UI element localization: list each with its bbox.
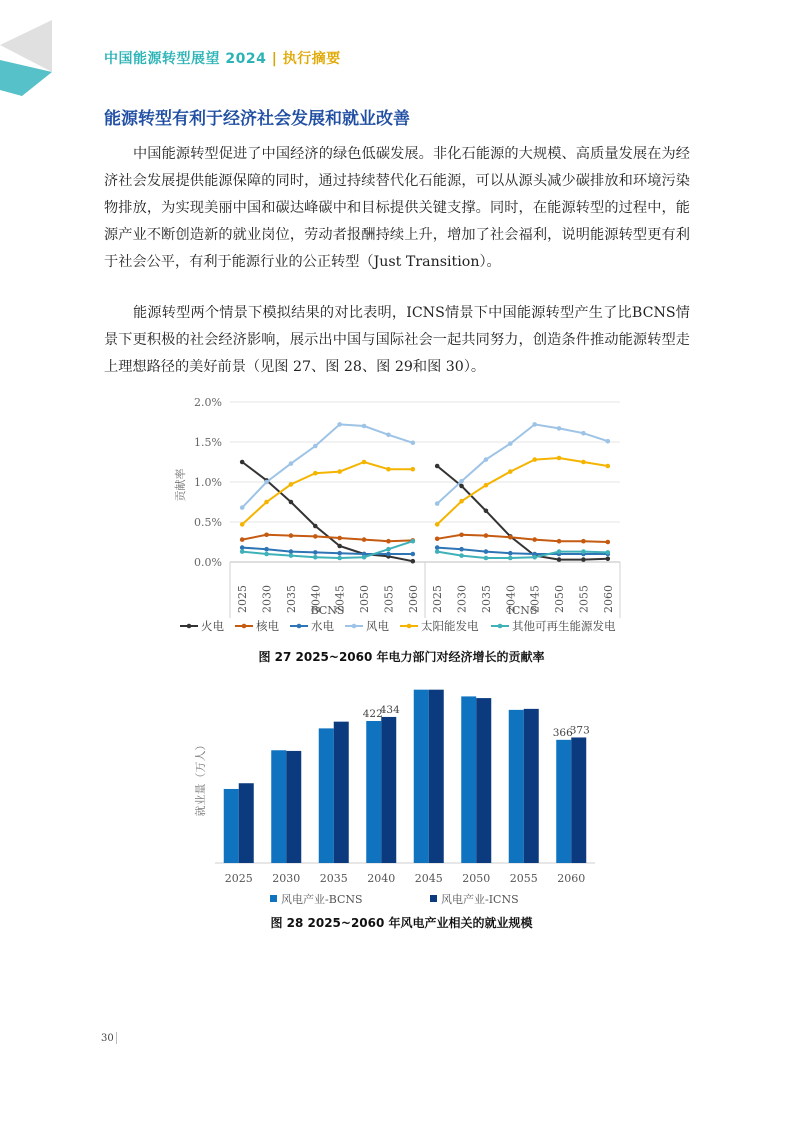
data-point — [362, 424, 367, 429]
data-point — [606, 557, 611, 562]
data-point — [532, 422, 537, 427]
x-tick-label: 2030 — [272, 872, 301, 885]
bar — [461, 696, 476, 863]
data-point — [484, 509, 489, 514]
data-point — [459, 479, 464, 484]
x-tick-label: 2055 — [577, 585, 591, 613]
series-line — [437, 424, 608, 503]
data-point — [337, 422, 342, 427]
y-tick-label: 0.0% — [194, 556, 222, 569]
x-tick-label: 2025 — [224, 872, 253, 885]
x-tick-label: 2030 — [260, 585, 274, 613]
data-point — [484, 457, 489, 462]
y-axis-label: 贡献率 — [174, 468, 187, 502]
legend-label: 风电 — [366, 619, 389, 633]
data-point — [386, 552, 391, 557]
x-tick-label: 2050 — [462, 872, 491, 885]
x-tick-label: 2060 — [406, 585, 420, 613]
series-line — [437, 458, 608, 524]
data-point — [362, 537, 367, 542]
y-tick-label: 2.0% — [194, 396, 222, 409]
data-point — [459, 499, 464, 504]
x-tick-label: 2025 — [431, 585, 445, 613]
legend-label: 其他可再生能源发电 — [512, 619, 616, 633]
data-point — [606, 540, 611, 545]
y-tick-label: 1.0% — [194, 476, 222, 489]
data-point — [581, 431, 586, 436]
x-tick-label: 2025 — [236, 585, 250, 613]
legend-marker — [297, 624, 302, 629]
page-number: 30 — [101, 1033, 114, 1044]
data-point — [411, 552, 416, 557]
bar — [239, 783, 254, 863]
data-point — [337, 544, 342, 549]
page-number-divider — [116, 1032, 117, 1044]
data-point — [264, 533, 269, 538]
data-point — [508, 556, 513, 561]
data-point — [484, 549, 489, 554]
data-point — [240, 549, 245, 554]
legend-label: 水电 — [311, 619, 334, 633]
data-point — [240, 505, 245, 510]
data-point — [557, 426, 562, 431]
data-point — [313, 471, 318, 476]
series-line — [242, 462, 413, 524]
legend-marker — [407, 624, 412, 629]
bar — [429, 690, 444, 863]
data-point — [337, 551, 342, 556]
x-tick-label: 2050 — [358, 585, 372, 613]
legend-label: 核电 — [256, 619, 279, 633]
panel-label: BCNS — [310, 604, 345, 617]
data-point — [581, 549, 586, 554]
legend-label: 太阳能发电 — [421, 619, 479, 633]
legend-swatch — [270, 895, 277, 902]
data-point — [532, 555, 537, 560]
x-tick-label: 2030 — [455, 585, 469, 613]
employment-bar-chart — [180, 678, 620, 910]
data-point — [557, 557, 562, 562]
x-tick-label: 2040 — [367, 872, 396, 885]
y-tick-label: 0.5% — [194, 516, 222, 529]
figure-28-caption: 图 28 2025~2060 年风电产业相关的就业规模 — [270, 916, 533, 930]
legend-label: 火电 — [201, 619, 224, 633]
bar — [414, 690, 429, 863]
data-point — [459, 484, 464, 489]
x-tick-label: 2035 — [479, 585, 493, 613]
data-point — [264, 500, 269, 505]
x-tick-label: 2040 — [309, 585, 323, 613]
data-point — [386, 433, 391, 438]
header-separator: | — [271, 51, 278, 67]
bar — [524, 709, 539, 863]
data-point — [557, 456, 562, 461]
data-point — [264, 480, 269, 485]
data-label: 434 — [379, 703, 400, 716]
data-point — [459, 553, 464, 558]
data-label: 422 — [362, 707, 383, 720]
legend-marker — [187, 624, 192, 629]
data-point — [508, 535, 513, 540]
data-point — [386, 467, 391, 472]
data-point — [581, 557, 586, 562]
x-tick-label: 2060 — [557, 872, 586, 885]
x-tick-label: 2055 — [509, 872, 538, 885]
header-subtitle: 执行摘要 — [282, 51, 341, 67]
header-title: 中国能源转型展望 2024 — [104, 51, 267, 67]
data-point — [240, 522, 245, 527]
bar — [509, 710, 524, 863]
x-tick-label: 2045 — [333, 585, 347, 613]
figure-27-caption: 图 27 2025~2060 年电力部门对经济增长的贡献率 — [258, 650, 545, 664]
data-point — [313, 534, 318, 539]
data-point — [313, 555, 318, 560]
bar — [476, 698, 491, 863]
x-tick-label: 2045 — [414, 872, 443, 885]
bar — [366, 721, 381, 863]
data-point — [240, 545, 245, 550]
paragraph-1: 中国能源转型促进了中国经济的绿色低碳发展。非化石能源的大规模、高质量发展在为经济社会发展提供能源保障的同时，通过持续替代化石能源，可以从源头减少碳排放和环境污染物排放，为实现美丽中国和碳达峰碳中和目标提供关键支撑。同时，在能源转型的过程中，能源产业不断创造新的就业岗位，劳动者报酬持续上升，增加了社会福利，说明能源转型更有利于社会公平，有利于能源行业的公正转型（Just Transition）。 — [104, 146, 690, 270]
data-point — [240, 537, 245, 542]
data-point — [411, 539, 416, 544]
data-point — [557, 549, 562, 554]
data-point — [411, 467, 416, 472]
x-tick-label: 2035 — [284, 585, 298, 613]
data-point — [289, 549, 294, 554]
data-point — [484, 533, 489, 538]
data-point — [240, 460, 245, 465]
data-point — [337, 536, 342, 541]
legend-marker — [498, 624, 503, 629]
legend-marker — [352, 624, 357, 629]
data-point — [508, 551, 513, 556]
data-point — [264, 552, 269, 557]
data-point — [606, 439, 611, 444]
data-point — [557, 539, 562, 544]
data-point — [435, 549, 440, 554]
data-point — [313, 524, 318, 529]
legend-marker — [242, 624, 247, 629]
data-point — [581, 460, 586, 465]
bar — [319, 728, 334, 863]
x-tick-label: 2050 — [553, 585, 567, 613]
legend-swatch — [430, 895, 437, 902]
data-point — [289, 553, 294, 558]
running-header — [104, 48, 341, 68]
data-point — [411, 441, 416, 446]
data-label: 373 — [569, 724, 590, 737]
bar — [556, 740, 571, 863]
data-point — [606, 464, 611, 469]
x-tick-label: 2055 — [382, 585, 396, 613]
data-point — [606, 550, 611, 555]
y-axis-label: 就业量（万人） — [194, 739, 207, 817]
legend-label: 风电产业-BCNS — [281, 893, 363, 906]
data-point — [508, 441, 513, 446]
data-point — [386, 547, 391, 552]
bar — [334, 722, 349, 863]
data-point — [459, 547, 464, 552]
series-line — [242, 462, 413, 561]
contribution-line-chart — [160, 390, 630, 642]
data-point — [435, 464, 440, 469]
x-tick-label: 2060 — [601, 585, 615, 613]
data-label: 366 — [552, 726, 573, 739]
series-line — [242, 424, 413, 507]
data-point — [337, 556, 342, 561]
panel-label: ICNS — [507, 604, 538, 617]
data-point — [289, 500, 294, 505]
section-title: 能源转型有利于经济社会发展和就业改善 — [104, 109, 410, 129]
data-point — [484, 556, 489, 561]
bar — [571, 737, 586, 863]
data-point — [362, 460, 367, 465]
x-tick-label: 2040 — [504, 585, 518, 613]
data-point — [484, 483, 489, 488]
data-point — [435, 545, 440, 550]
legend-label: 风电产业-ICNS — [441, 893, 519, 906]
data-point — [532, 457, 537, 462]
corner-decoration — [0, 0, 60, 100]
data-point — [435, 501, 440, 506]
data-point — [289, 482, 294, 487]
x-tick-label: 2035 — [319, 872, 348, 885]
bar — [224, 789, 239, 863]
paragraph-2: 能源转型两个情景下模拟结果的对比表明，ICNS情景下中国能源转型产生了比BCNS情景下更积极的社会经济影响，展示出中国与国际社会一起共同努力，创造条件推动能源转型走上理想路径的美好前景（见图 27、图 28、图 29和图 30）。 — [104, 305, 690, 375]
data-point — [532, 537, 537, 542]
data-point — [264, 547, 269, 552]
data-point — [508, 469, 513, 474]
data-point — [289, 533, 294, 538]
data-point — [289, 461, 294, 466]
data-point — [411, 559, 416, 564]
bar — [271, 750, 286, 863]
data-point — [459, 533, 464, 538]
data-point — [337, 469, 342, 474]
data-point — [313, 444, 318, 449]
data-point — [313, 550, 318, 555]
x-tick-label: 2045 — [528, 585, 542, 613]
y-tick-label: 1.5% — [194, 436, 222, 449]
bar — [381, 717, 396, 863]
bar — [286, 751, 301, 863]
data-point — [435, 537, 440, 542]
data-point — [435, 522, 440, 527]
data-point — [362, 555, 367, 560]
data-point — [386, 539, 391, 544]
data-point — [581, 539, 586, 544]
